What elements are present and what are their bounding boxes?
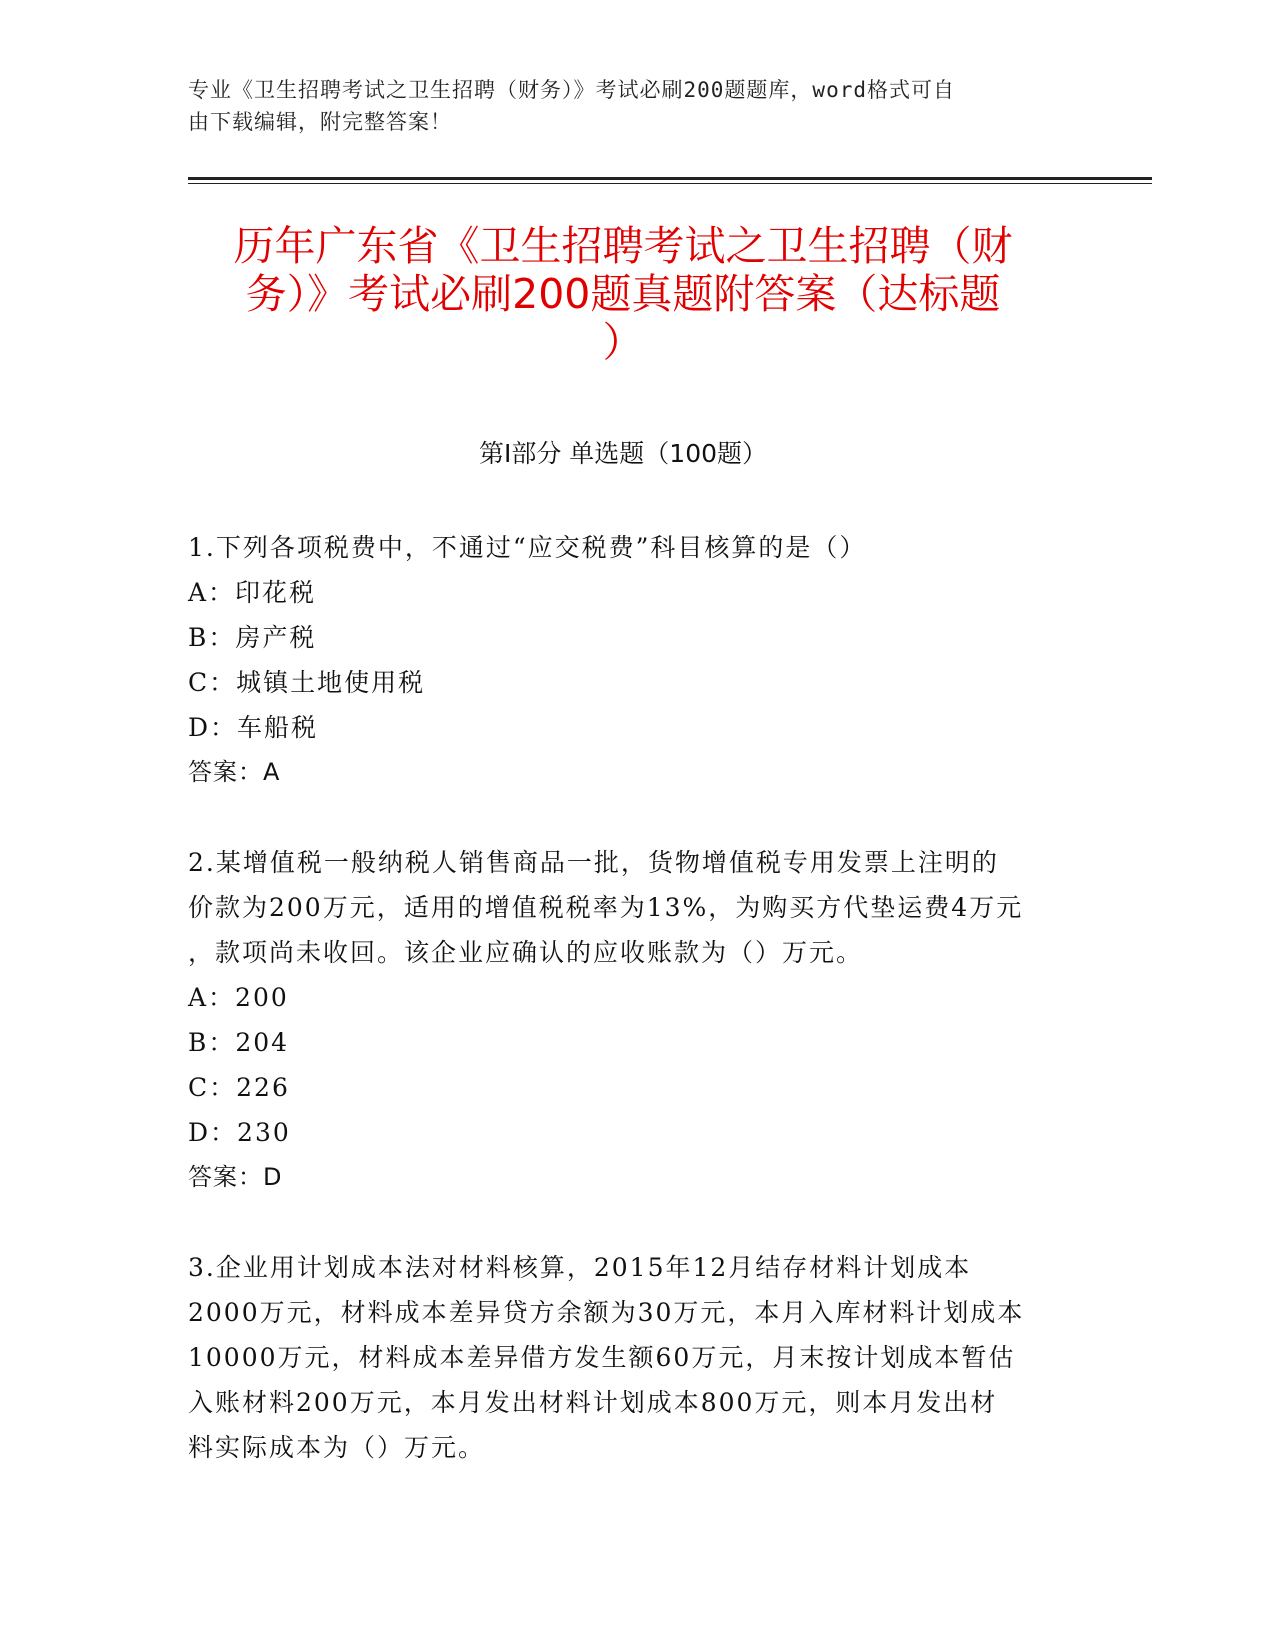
answer: 答案：A: [188, 758, 281, 786]
option-d: D：230: [188, 1118, 291, 1147]
question-stem: 1.下列各项税费中，不通过“应交税费”科目核算的是（）: [188, 533, 867, 562]
question-stem: 价款为200万元，适用的增值税税率为13%，为购买方代垫运费4万元: [188, 893, 1024, 922]
question-stem: 2.某增值税一般纳税人销售商品一批，货物增值税专用发票上注明的: [188, 848, 999, 877]
option-a: A：印花税: [188, 578, 317, 607]
option-b: B：204: [188, 1028, 290, 1057]
question-stem: 2000万元，材料成本差异贷方余额为30万元，本月入库材料计划成本: [188, 1298, 1025, 1327]
header-note: [188, 74, 1088, 138]
question-stem: 料实际成本为（）万元。: [188, 1433, 486, 1462]
document-title-line: 历年广东省《卫生招聘考试之卫生招聘（财: [233, 222, 1013, 270]
option-c: C：226: [188, 1073, 290, 1102]
document-title: [188, 222, 1058, 366]
answer: 答案：D: [188, 1163, 283, 1191]
question-3: [188, 1245, 1078, 1470]
document-title-line: 务）》考试必刷200题真题附答案（达标题: [245, 270, 1001, 318]
option-d: D：车船税: [188, 713, 319, 742]
section-title: 第I部分 单选题（100题）: [478, 439, 768, 468]
header-note-line: 专业《卫生招聘考试之卫生招聘（财务）》考试必刷200题题库，word格式可自: [188, 78, 955, 102]
question-1: [188, 525, 1078, 795]
question-stem: ，款项尚未收回。该企业应确认的应收账款为（）万元。: [188, 938, 864, 967]
document-title-line: ）: [602, 318, 644, 366]
header-divider-thick: [188, 177, 1152, 180]
option-b: B：房产税: [188, 623, 317, 652]
question-2: [188, 840, 1078, 1200]
question-stem: 入账材料200万元，本月发出材料计划成本800万元，则本月发出材: [188, 1388, 998, 1417]
option-c: C：城镇土地使用税: [188, 668, 426, 697]
question-stem: 10000万元，材料成本差异借方发生额60万元，月末按计划成本暂估: [188, 1343, 1016, 1372]
header-note-line: 由下载编辑，附完整答案！: [188, 110, 452, 134]
header-divider-thin: [188, 183, 1152, 184]
option-a: A：200: [188, 983, 289, 1012]
question-stem: 3.企业用计划成本法对材料核算，2015年12月结存材料计划成本: [188, 1253, 972, 1282]
